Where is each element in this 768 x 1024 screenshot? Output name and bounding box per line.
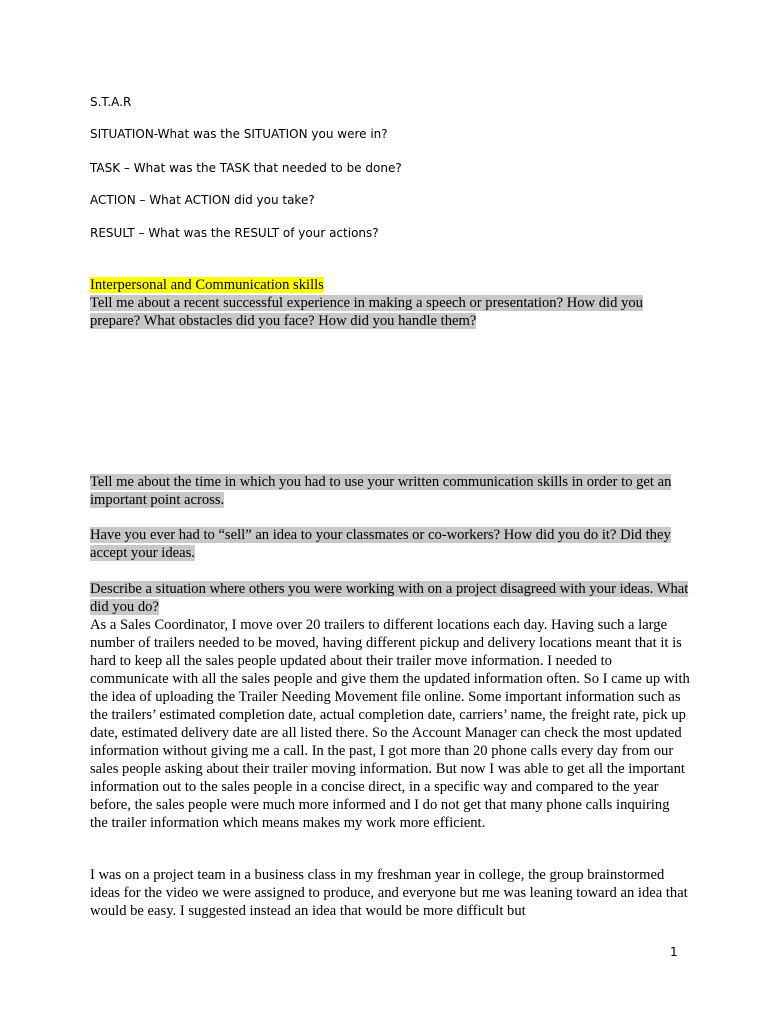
star-title: S.T.A.R: [90, 95, 132, 109]
star-action: ACTION – What ACTION did you take?: [90, 193, 315, 207]
star-situation: SITUATION-What was the SITUATION you were in?: [90, 127, 388, 141]
page-number: 1: [670, 945, 678, 959]
question-written-communication: [90, 473, 690, 509]
question-disagreement: [90, 580, 690, 616]
question-sell-idea: [90, 526, 690, 562]
section-heading: [90, 276, 690, 294]
question-sell-idea-text: Have you ever had to “sell” an idea to your classmates or co-workers? How did you do it? Did they accept your ideas.: [90, 527, 671, 561]
star-result: RESULT – What was the RESULT of your actions?: [90, 226, 379, 240]
section-heading-text: Interpersonal and Communication skills: [90, 277, 324, 293]
answer-sales-coordinator: As a Sales Coordinator, I move over 20 trailers to different locations each day. Having such a large number of trailers needed to be moved, having different pickup and delivery locations meant that it is hard to keep all the sales people updated about their trailer move information. I needed to communicate with all the sales people and give them the updated information often. So I came up with the idea of uploading the Trailer Needing Movement file online. Some important information such as the trailers’ estimated completion date, actual completion date, carriers’ name, the freight rate, pick up date, estimated delivery date are all listed there. So the Account Manager can check the most updated information without giving me a call. In the past, I got more than 20 phone calls every day from our sales people asking about their trailer moving information. But now I was able to get all the important information out to the sales people in a concise direct, in a specific way and compared to the year before, the sales people were much more informed and I do not get that many phone calls inquiring the trailer information which means makes my work more efficient.: [90, 617, 690, 831]
question-written-communication-text: Tell me about the time in which you had to use your written communication skills in order to get an important point across.: [90, 474, 672, 508]
question-presentation: [90, 294, 690, 330]
star-task: TASK – What was the TASK that needed to be done?: [90, 161, 402, 175]
answer-project-team: I was on a project team in a business class in my freshman year in college, the group brainstormed ideas for the video we were assigned to produce, and everyone but me was leaning toward an idea that would be easy. I suggested instead an idea that would be more difficult but: [90, 867, 688, 919]
question-disagreement-text: Describe a situation where others you were working with on a project disagreed with your ideas. What did you do?: [90, 581, 689, 615]
question-presentation-text: Tell me about a recent successful experience in making a speech or presentation? How did you prepare? What obstacles did you face? How did you handle them?: [90, 295, 643, 329]
